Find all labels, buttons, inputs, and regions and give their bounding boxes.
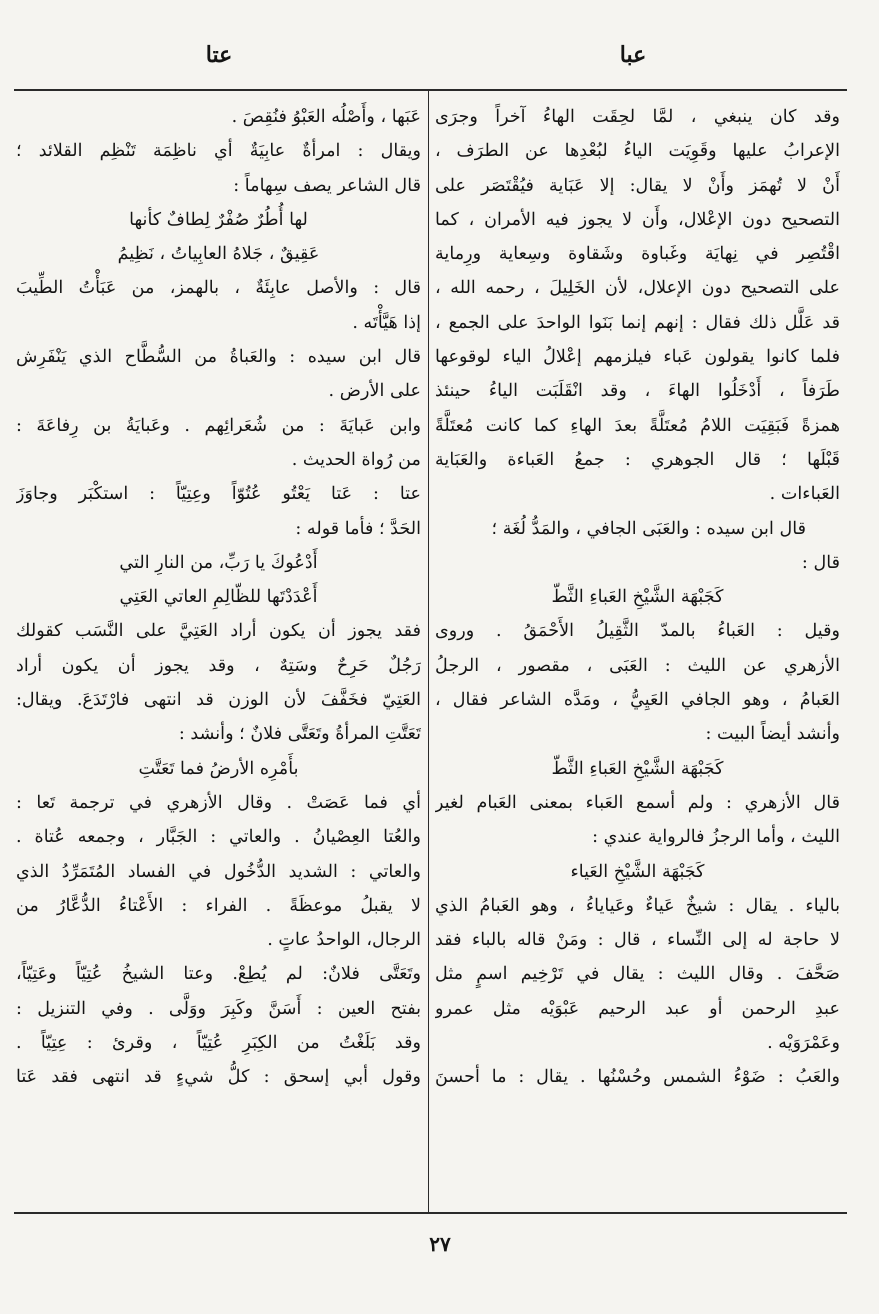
text-line: وقد كان ينبغي ، لمَّا لحِقَت الهاءُ آخراً وجرَى <box>435 107 840 127</box>
text-line: فقد يجوز أن يكون أراد العَتِيَّ على النَّسَب كقولك <box>16 621 421 642</box>
footer-rule <box>14 1212 847 1214</box>
text-line: لا يقبلُ موعظَةً . الفراء : الأَعْتاءُ الدُّعَّارُ من <box>16 895 421 916</box>
text-line: وعَمْرَوَيْه . <box>767 1033 840 1054</box>
text-line: والعَبُ : ضَوْءُ الشمس وحُسْنُها . يقال : ما أحسنَ <box>435 1067 840 1088</box>
text-line: العَباءات . <box>769 484 840 505</box>
text-line: العَتِيّ فخَفَّفَ لأن الوزن قد انتهى فارْتَدَعَ. ويقال: <box>16 690 421 711</box>
right-column-text <box>435 100 840 1200</box>
text-line: وابن عَبايَةَ : من شُعَرائِهم . وعَبايَةُ بن رِفاعَةَ : <box>16 415 421 436</box>
text-line: طَرَفاً ، أَدْخَلُوا الهاءَ ، وقد انْقَلَبَت الياءُ حينئذ <box>435 381 840 402</box>
text-line: الإعرابُ عليها وقَوِيَت الياءُ لبُعْدِها عن الطرَف ، <box>435 141 840 162</box>
text-line: على الأرض . <box>328 381 421 402</box>
text-line: والعاتي : الشديد الدُّخُول في الفساد المُتَمَرِّدُ الذي <box>16 861 421 882</box>
text-line: همزةً فَبَقِيَت اللامُ مُعتَلَّةً بعدَ الهاءِ كما كانت مُعتَلَّةً <box>435 415 840 436</box>
text-line: قال : والأصل عابِئَةٌ ، بالهمز، من عَبَأْتُ الطِّيبَ <box>16 278 421 299</box>
text-line: قد عَلَّل ذلك فقال : إنهم إنما بَنَوا الواحدَ على الجمع ، <box>435 312 840 333</box>
verse-line: أَعْدَدْتَها للظّالِمِ العاتي العَتِي <box>119 587 318 608</box>
text-line: الرجال، الواحدُ عاتٍ . <box>267 930 421 951</box>
text-line: اقْتُصِر في نِهايَة وغَباوة وشَقاوة وسِعاية ورِماية <box>435 244 840 265</box>
text-line: بفتح العين : أَسَنَّ وكَبِرَ ووَلَّى . وفي التنزيل : <box>16 998 421 1019</box>
text-line: عَبَها ، وأَصْلُه العَبْوُ فنُقِصَ . <box>231 107 421 127</box>
verse-line: أَدْعُوكَ يا رَبِّ، من النارِ التي <box>119 552 318 573</box>
text-line: تَعَتَّتِ المرأةُ وتَعَتَّى فلانٌ ؛ وأنشد : <box>178 724 421 745</box>
text-line: وتَعَتَّى فلانٌ: لم يُطِعْ. وعتا الشيخُ عُتِيّاً وعَتِيّاً، <box>16 964 421 985</box>
text-line: قال ابن سيده : والعَبَى الجافي ، والمَدُّ لُغَة ؛ <box>491 518 806 539</box>
verse-line: كَجَبْهَة الشَّيْخِ العَباءِ الثَّطّ <box>551 587 724 608</box>
text-line: لا حاجة له إلى النِّساء ، قال : ومَنْ قاله بالباء فقد <box>435 930 840 951</box>
verse-line: لها أُطُرٌ صُفْرٌ لِطافٌ كأنها <box>129 209 308 230</box>
text-line: وأنشد أيضاً البيت : <box>705 724 840 745</box>
text-line: العَبامُ ، وهو الجافي العَيِيُّ ، ومَدَّه الشاعر فقال ، <box>435 690 840 711</box>
verse-line: كَجَبْهَة الشَّيْخِ العَباءِ الثَّطّ <box>551 758 724 779</box>
text-line: عبدِ الرحمن أو عبد الرحيم عَبْوَيْه مثل عمرو <box>435 998 840 1019</box>
text-line: وقول أبي إسحق : كلُّ شيءٍ قد انتهى فقد عَتا <box>16 1067 421 1088</box>
text-line: إذا هَيَّأْتَه . <box>352 312 421 333</box>
text-line: أي فما عَصَتْ . وقال الأزهري في ترجمة تَعا : <box>16 792 421 813</box>
text-line: رَجُلٌ حَرِحٌ وسَتِهٌ ، وقد يجوز أن يكون أراد <box>16 655 421 676</box>
text-line: وقيل : العَباءُ بالمدّ الثَّقِيلُ الأَحْمَقُ . وروى <box>435 621 840 642</box>
text-line: صَحَّفَ . وقال الليث : يقال في تَرْخِيم اسمٍ مثل <box>435 964 840 985</box>
left-column-text <box>16 100 421 1200</box>
text-line: قال الأزهري : ولم أسمع العَباء بمعنى العَبام لغير <box>435 792 840 813</box>
text-line: من رُواة الحديث . <box>291 449 421 470</box>
verse-line: عَقِيقٌ ، جَلاهُ العابِياتُ ، نَظِيمُ <box>117 244 320 265</box>
text-line: عتا : عَتا يَعْتُو عُتُوّاً وعِتِيّاً : استكْبَر وجاوَزَ <box>16 484 421 505</box>
text-line: فلما كانوا يقولون عَباء فيلزمهم إعْلالُ الياء لوقوعها <box>435 347 840 368</box>
running-header-right: عبا <box>619 42 647 68</box>
text-line: قال الشاعر يصف سِهاماً : <box>233 175 421 196</box>
verse-line: كَجَبْهَة الشَّيْخِ العَياء <box>570 861 705 882</box>
text-line: الأزهري عن الليث : العَبَى ، مقصور ، الرجلُ <box>435 655 840 676</box>
text-line: قَبْلَها ؛ قال الجوهري : جمعُ العَباءة والعَبَاية <box>435 449 840 470</box>
text-line: والعُتا العِصْيانُ . والعاتي : الجَبَّار ، وجمعه عُتاة . <box>16 827 421 848</box>
text-line: ويقال : امرأةٌ عابِيَةٌ أي ناظِمَة تَنْظِم القلائد ؛ <box>16 141 421 162</box>
text-line: قال : <box>801 552 840 573</box>
page-number: ٢٧ <box>429 1232 451 1256</box>
text-line: التصحيح دون الإعْلال، وأَن لا يجوز فيه الأمران ، كما <box>435 209 840 230</box>
verse-line: بأَمْرِه الأرضُ فما تَعَتَّتِ <box>138 758 299 779</box>
header-rule <box>14 89 847 91</box>
text-line: وقد بَلَغْتُ من الكِبَرِ عُتِيّاً ، وقرئ : عِتِيّاً . <box>16 1033 421 1054</box>
text-line: قال ابن سيده : والعَباةُ من السُّطَّاح الذي يَنْفَرِش <box>16 347 421 368</box>
text-line: الليث ، وأما الرجزُ فالرواية عندي : <box>592 827 840 848</box>
running-header-left: عتا <box>205 42 233 68</box>
text-line: الحَدَّ ؛ فأما قوله : <box>295 518 421 539</box>
text-line: أَنْ لا تُهمَز وأَنْ لا يقال: إلا عَبَاية فيُقْتَصَر على <box>435 175 840 196</box>
column-divider <box>428 90 429 1212</box>
text-line: على التصحيح دون الإعلال، لأن الخَلِيلَ ، رحمه الله ، <box>435 278 840 299</box>
text-line: بالياء . يقال : شيخٌ عَياءٌ وعَياياءُ ، وهو العَبامُ الذي <box>435 895 840 916</box>
